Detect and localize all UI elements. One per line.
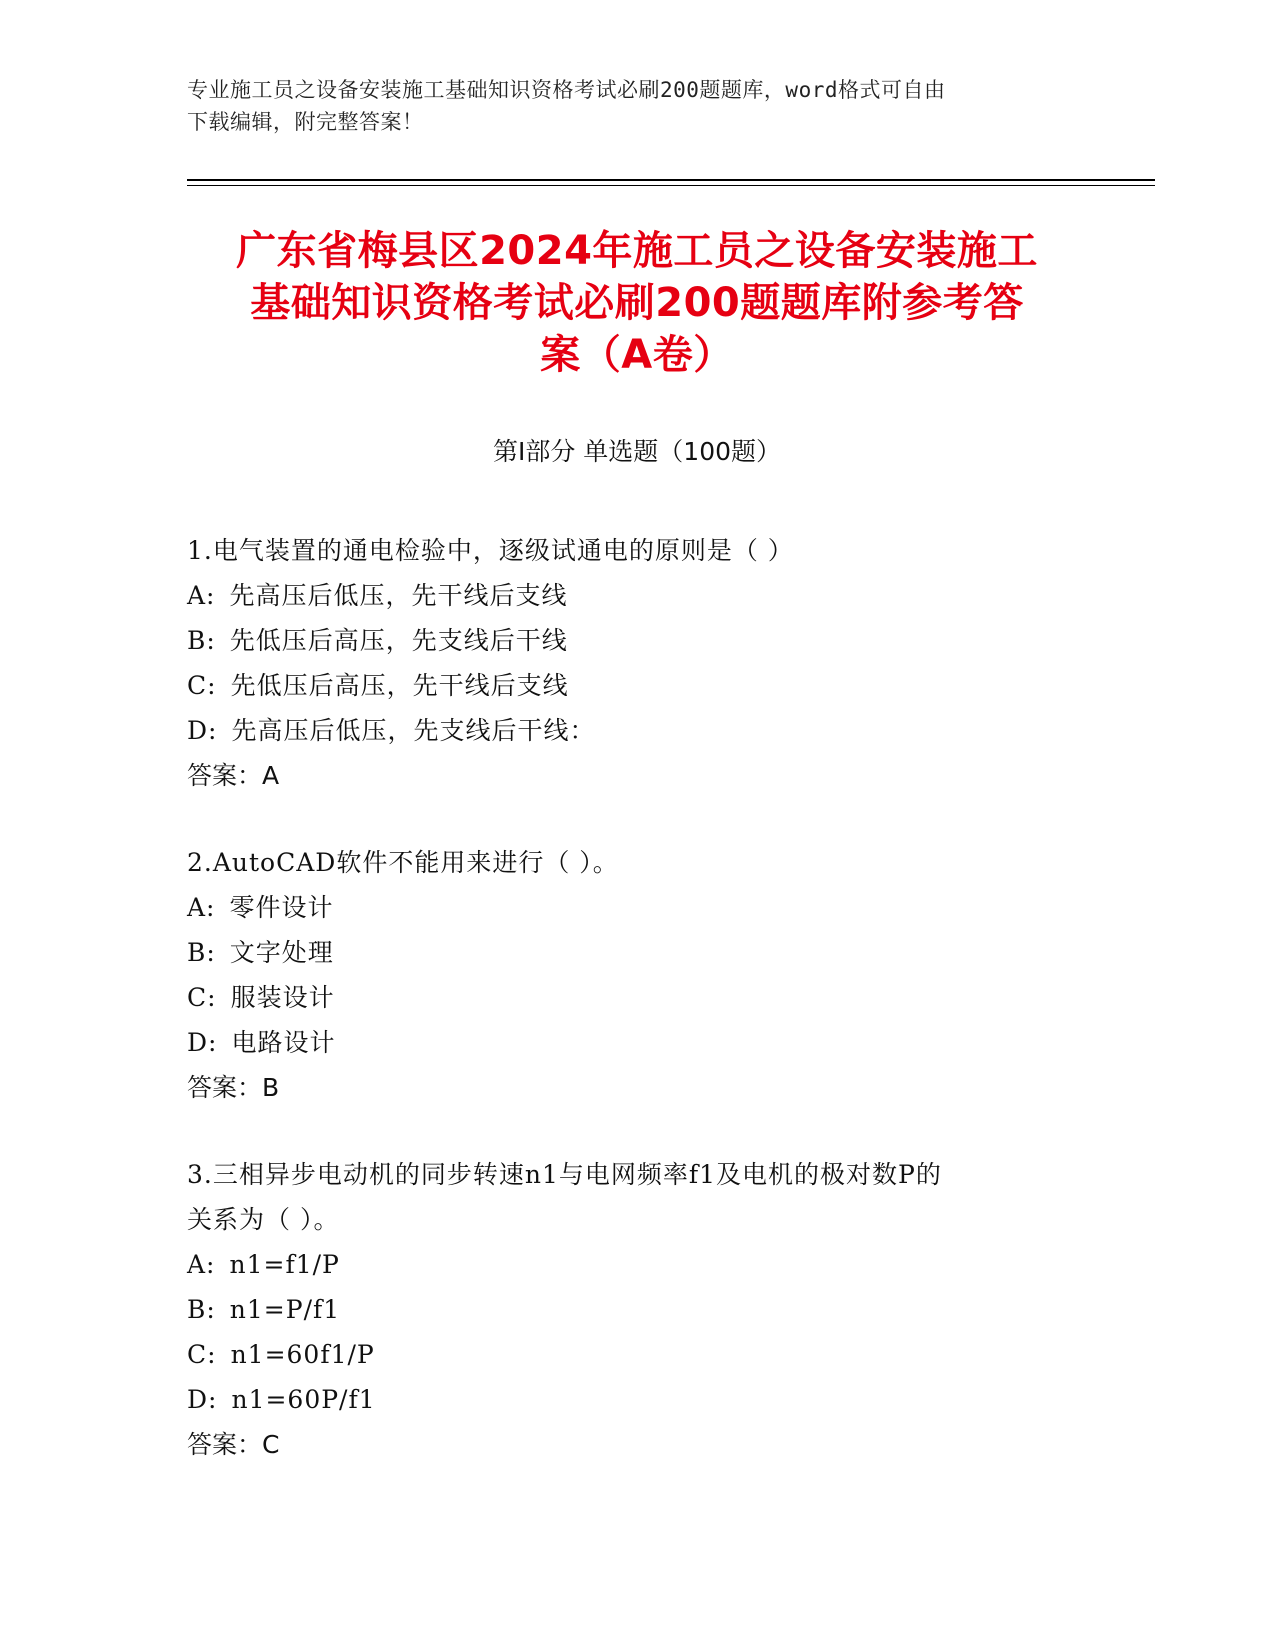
option-label: C: <box>187 983 217 1012</box>
option-c <box>187 975 1087 1020</box>
header-note-line-1: 专业施工员之设备安装施工基础知识资格考试必刷200题题库，word格式可自由 <box>187 78 946 102</box>
option-d <box>187 1020 1087 1065</box>
document-title-line-1: 广东省梅县区2024年施工员之设备安装施工 <box>236 228 1038 274</box>
option-text: n1=f1/P <box>229 1250 340 1279</box>
document-title-line-2: 基础知识资格考试必刷200题题库附参考答 <box>250 280 1024 326</box>
option-text: 文字处理 <box>229 938 334 967</box>
option-label: A: <box>187 893 216 922</box>
option-c <box>187 1332 1087 1377</box>
option-text: 先低压后高压，先干线后支线 <box>230 671 569 700</box>
option-d <box>187 708 1087 753</box>
question-stem: 3.三相异步电动机的同步转速n1与电网频率f1及电机的极对数P的 <box>187 1160 942 1189</box>
option-d <box>187 1377 1087 1422</box>
answer: 答案：B <box>187 1073 280 1102</box>
option-text: 零件设计 <box>229 893 334 922</box>
option-a <box>187 1242 1087 1287</box>
option-text: 先低压后高压，先支线后干线 <box>229 626 568 655</box>
option-label: B: <box>187 1295 216 1324</box>
option-text: 先高压后低压，先干线后支线 <box>229 581 568 610</box>
option-b <box>187 1287 1087 1332</box>
question-list <box>187 528 1087 1509</box>
answer: 答案：A <box>187 761 280 790</box>
question-1 <box>187 528 1087 798</box>
header-divider-thick <box>187 179 1155 181</box>
answer: 答案：C <box>187 1430 280 1459</box>
option-label: D: <box>187 1385 218 1414</box>
header-note <box>187 74 1087 138</box>
option-text: n1=60f1/P <box>230 1340 375 1369</box>
option-label: D: <box>187 1028 218 1057</box>
option-label: D: <box>187 716 218 745</box>
option-label: A: <box>187 1250 216 1279</box>
option-label: B: <box>187 938 216 967</box>
option-label: A: <box>187 581 216 610</box>
option-b <box>187 930 1087 975</box>
header-note-line-2: 下载编辑，附完整答案！ <box>187 110 424 134</box>
question-3 <box>187 1152 1087 1467</box>
option-label: B: <box>187 626 216 655</box>
option-text: n1=P/f1 <box>229 1295 341 1324</box>
option-c <box>187 663 1087 708</box>
option-text: 电路设计 <box>231 1028 336 1057</box>
header-divider-thin <box>187 185 1155 186</box>
question-stem: 2.AutoCAD软件不能用来进行（ ）。 <box>187 848 619 877</box>
option-a <box>187 885 1087 930</box>
document-title-line-3: 案（A卷） <box>540 332 734 378</box>
document-title <box>187 225 1087 381</box>
question-stem: 1.电气装置的通电检验中，逐级试通电的原则是（ ） <box>187 536 794 565</box>
option-label: C: <box>187 1340 217 1369</box>
question-2 <box>187 840 1087 1110</box>
option-a <box>187 573 1087 618</box>
option-b <box>187 618 1087 663</box>
option-text: n1=60P/f1 <box>231 1385 376 1414</box>
question-stem-continued: 关系为（ ）。 <box>187 1205 340 1234</box>
option-label: C: <box>187 671 217 700</box>
option-text: 先高压后低压，先支线后干线： <box>231 716 596 745</box>
section-title: 第Ⅰ部分 单选题（100题） <box>492 437 782 466</box>
option-text: 服装设计 <box>230 983 335 1012</box>
